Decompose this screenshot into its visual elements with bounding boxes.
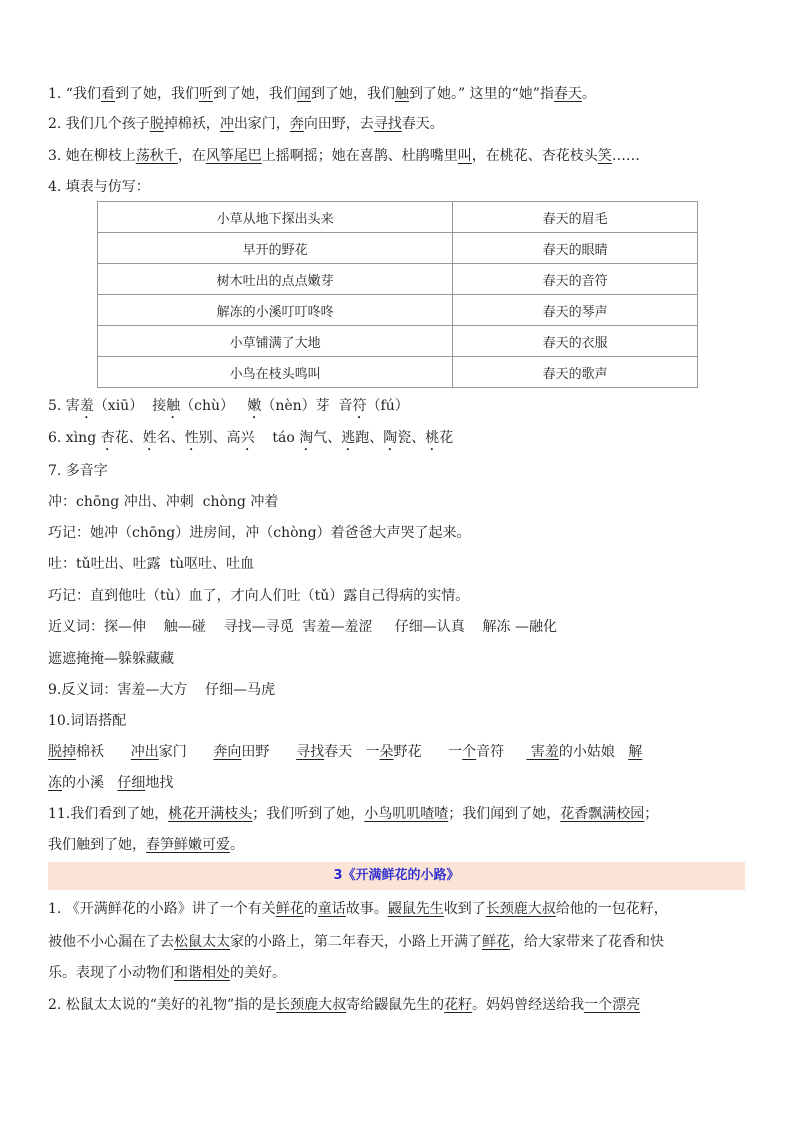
underlined-answer: 风筝尾巴 (205, 148, 262, 164)
text-line (48, 461, 108, 481)
metaphor-cell: 春天的音符 (453, 264, 698, 295)
underlined-answer: 寻找 (373, 116, 402, 132)
underlined-answer: 长颈鹿大叔 (276, 997, 347, 1013)
text-segment: 瓷、 (397, 430, 426, 446)
text-segment: 寄给鼹鼠先生的 (346, 997, 445, 1013)
underlined-answer: 叫 (457, 148, 472, 164)
text-segment: 10.词语搭配 (48, 713, 127, 729)
text-segment: ，给大家带来了花香和快 (510, 934, 664, 950)
emphasized-char: 符 (352, 398, 367, 414)
underlined-answer: 小鸟叽叽喳喳 (364, 806, 449, 822)
underlined-answer: 害羞 (526, 744, 559, 760)
underlined-answer: 童话 (317, 901, 346, 917)
metaphor-cell: 春天的琴声 (453, 295, 698, 326)
text-line (48, 899, 668, 919)
underlined-answer: 花香飘满校园 (560, 806, 645, 822)
metaphor-cell: 春天的衣服 (453, 326, 698, 357)
text-line (48, 649, 174, 669)
text-segment: 花、 (114, 430, 143, 446)
text-line (48, 617, 557, 637)
text-segment: 2. 松鼠太太说的“美好的礼物”指的是 (48, 997, 277, 1013)
underlined-answer: 解 (628, 744, 643, 760)
text-line (48, 835, 244, 855)
text-line (48, 396, 409, 422)
underlined-answer: 鲜花 (482, 934, 510, 950)
text-segment: 9.反义词：害羞—大方 仔细—马虎 (48, 682, 276, 698)
phrase-cell: 小鸟在枝头鸣叫 (98, 357, 453, 388)
text-segment: 的小溪 (62, 775, 118, 791)
underlined-answer: 鼹鼠先生 (387, 901, 444, 917)
text-segment: 掉棉袄， (163, 116, 220, 132)
emphasized-char: 羞 (79, 398, 94, 414)
underlined-answer: 朵 (379, 744, 394, 760)
underlined-answer: 仔细 (117, 775, 146, 791)
text-segment: （chù） (180, 398, 248, 414)
text-segment: 花 (439, 430, 454, 446)
text-segment: ，在 (177, 148, 206, 164)
text-line (48, 680, 275, 700)
text-segment: 5. 害 (48, 398, 80, 414)
metaphor-cell: 春天的眉毛 (453, 202, 698, 233)
text-segment: 被他不小心漏在了去 (48, 934, 174, 950)
text-segment: 的 (303, 901, 318, 917)
table-row (98, 357, 698, 388)
text-segment: …… (611, 148, 640, 164)
text-line (48, 177, 150, 197)
text-segment: 3. 她在柳枝上 (48, 148, 136, 164)
text-segment: （xiū） 接 (93, 398, 167, 414)
text-segment: ；我们听到了她， (252, 806, 365, 822)
text-line (48, 932, 664, 952)
text-segment: 我们触到了她， (48, 837, 146, 853)
text-line (48, 114, 444, 134)
text-line (48, 146, 640, 166)
table-row (98, 202, 698, 233)
emphasized-char: 嫩 (247, 398, 262, 414)
text-segment: 出家门， (233, 116, 290, 132)
text-segment: 家的小路上，第二年春天，小路上开满了 (230, 934, 482, 950)
section-title: 3《开满鲜花的小路》 (48, 862, 745, 890)
text-segment: 春天。 (401, 116, 444, 132)
metaphor-cell: 春天的歌声 (453, 357, 698, 388)
underlined-answer: 笑 (597, 148, 612, 164)
text-segment: 跑、 (355, 430, 384, 446)
table-row (98, 295, 698, 326)
text-segment: 到了她，我们 (114, 86, 199, 102)
text-segment: 音符 (476, 744, 527, 760)
text-segment: 4. 填表与仿写： (48, 179, 150, 195)
text-segment: 到了她。” 这里的“她”指 (408, 86, 554, 102)
text-line (48, 963, 286, 983)
text-line (48, 428, 453, 454)
underlined-answer: 鲜花 (275, 901, 304, 917)
underlined-answer: 春天 (553, 86, 582, 102)
text-line (48, 711, 126, 731)
underlined-answer: 春笋鲜嫩可爱 (146, 837, 230, 853)
underlined-answer: 长颈鹿大叔 (485, 901, 556, 917)
text-line (48, 742, 745, 762)
underlined-answer: 和谐相处 (174, 965, 230, 981)
text-segment: 。 (581, 86, 596, 102)
text-segment: 野花 一 (393, 744, 463, 760)
text-segment: 田野 (241, 744, 297, 760)
text-line (48, 773, 173, 793)
text-segment: （fú） (366, 398, 409, 414)
underlined-answer: 松鼠太太 (174, 934, 230, 950)
text-segment: ； (644, 806, 659, 822)
text-segment: 6. xìng (48, 430, 101, 446)
text-segment: 名、 (156, 430, 185, 446)
text-segment: 的美好。 (230, 965, 286, 981)
emphasized-char: 逃 (341, 430, 356, 446)
text-segment: 到了她，我们 (212, 86, 297, 102)
phrase-cell: 小草从地下探出头来 (98, 202, 453, 233)
text-segment: 。妈妈曾经送给我 (472, 997, 585, 1013)
text-line (48, 554, 254, 574)
text-line (48, 523, 471, 543)
underlined-answer: 听 (198, 86, 213, 102)
underlined-answer: 脱掉 (48, 744, 76, 760)
table-row (98, 326, 698, 357)
text-segment: 近义词：探—伸 触—碰 寻找—寻觅 害羞—羞涩 仔细—认真 解冻 —融化 (48, 619, 558, 635)
phrase-cell: 解冻的小溪叮叮咚咚 (98, 295, 453, 326)
underlined-answer: 个 (462, 744, 477, 760)
text-segment: 乐。表现了小动物们 (48, 965, 174, 981)
text-segment: 巧记：她冲（chōng）进房间，冲（chòng）着爸爸大声哭了起来。 (48, 525, 471, 541)
text-segment: 2. 我们几个孩子 (48, 116, 150, 132)
text-segment: 别、高 (198, 430, 241, 446)
phrase-cell: 树木吐出的点点嫩芽 (98, 264, 453, 295)
emphasized-char: 淘 (299, 430, 314, 446)
text-segment: 气、 (313, 430, 342, 446)
text-segment: 的小姑娘 (558, 744, 629, 760)
emphasized-char: 性 (184, 430, 199, 446)
underlined-answer: 触 (394, 86, 409, 102)
text-line (48, 995, 640, 1015)
text-segment: 到了她，我们 (310, 86, 395, 102)
text-segment: 向田野，去 (303, 116, 374, 132)
fill-table (97, 201, 698, 388)
text-segment: 棉袄 (76, 744, 131, 760)
text-segment: 7. 多音字 (48, 463, 108, 479)
text-segment: 故事。 (345, 901, 388, 917)
phrase-cell: 早开的野花 (98, 233, 453, 264)
underlined-answer: 奔 (289, 116, 304, 132)
underlined-answer: 奔向 (213, 744, 242, 760)
text-segment: ；我们闻到了她， (448, 806, 561, 822)
emphasized-char: 杏 (100, 430, 115, 446)
text-segment: 1. 《开满鲜花的小路》讲了一个有关 (48, 901, 276, 917)
text-line (48, 492, 278, 512)
text-segment: 11.我们看到了她， (48, 806, 169, 822)
text-segment: 地找 (145, 775, 174, 791)
text-segment: táo (254, 430, 300, 446)
underlined-answer: 看 (100, 86, 115, 102)
text-segment: 巧记：直到他吐（tù）血了，才向人们吐（tǔ）露自己得病的实情。 (48, 588, 470, 604)
underlined-answer: 荡秋千 (135, 148, 178, 164)
underlined-answer: 花籽 (444, 997, 473, 1013)
underlined-answer: 冻 (48, 775, 62, 791)
text-segment: 冲：chōng 冲出、冲刺 chòng 冲着 (48, 494, 279, 510)
table-row (98, 233, 698, 264)
table-row (98, 264, 698, 295)
underlined-answer: 寻找 (296, 744, 325, 760)
underlined-answer: 冲 (219, 116, 234, 132)
underlined-answer: 脱 (149, 116, 164, 132)
text-segment: 1. “我们 (48, 86, 101, 102)
emphasized-char: 桃 (425, 430, 440, 446)
text-segment: （nèn）芽 音 (261, 398, 353, 414)
text-line (48, 586, 469, 606)
text-segment: ，在桃花、杏花枝头 (471, 148, 598, 164)
underlined-answer: 闻 (296, 86, 311, 102)
text-segment: 家门 (158, 744, 214, 760)
emphasized-char: 陶 (383, 430, 398, 446)
text-segment: 吐：tǔ吐出、吐露 tù呕吐、吐血 (48, 556, 255, 572)
text-segment: 给他的一包花籽， (555, 901, 668, 917)
text-segment: 春天 一 (324, 744, 380, 760)
underlined-answer: 冲出 (130, 744, 159, 760)
text-line (48, 84, 596, 104)
underlined-answer: 桃花开满枝头 (168, 806, 253, 822)
text-segment: 收到了 (443, 901, 486, 917)
text-segment: 。 (230, 837, 244, 853)
emphasized-char: 兴 (240, 430, 255, 446)
emphasized-char: 触 (166, 398, 181, 414)
text-segment: 遮遮掩掩—躲躲藏藏 (48, 651, 174, 667)
phrase-cell: 小草铺满了大地 (98, 326, 453, 357)
metaphor-cell: 春天的眼睛 (453, 233, 698, 264)
text-line (48, 804, 658, 824)
underlined-answer: 一个漂亮 (584, 997, 641, 1013)
text-segment: 上摇啊摇；她在喜鹊、杜鹃嘴里 (261, 148, 458, 164)
emphasized-char: 姓 (142, 430, 157, 446)
